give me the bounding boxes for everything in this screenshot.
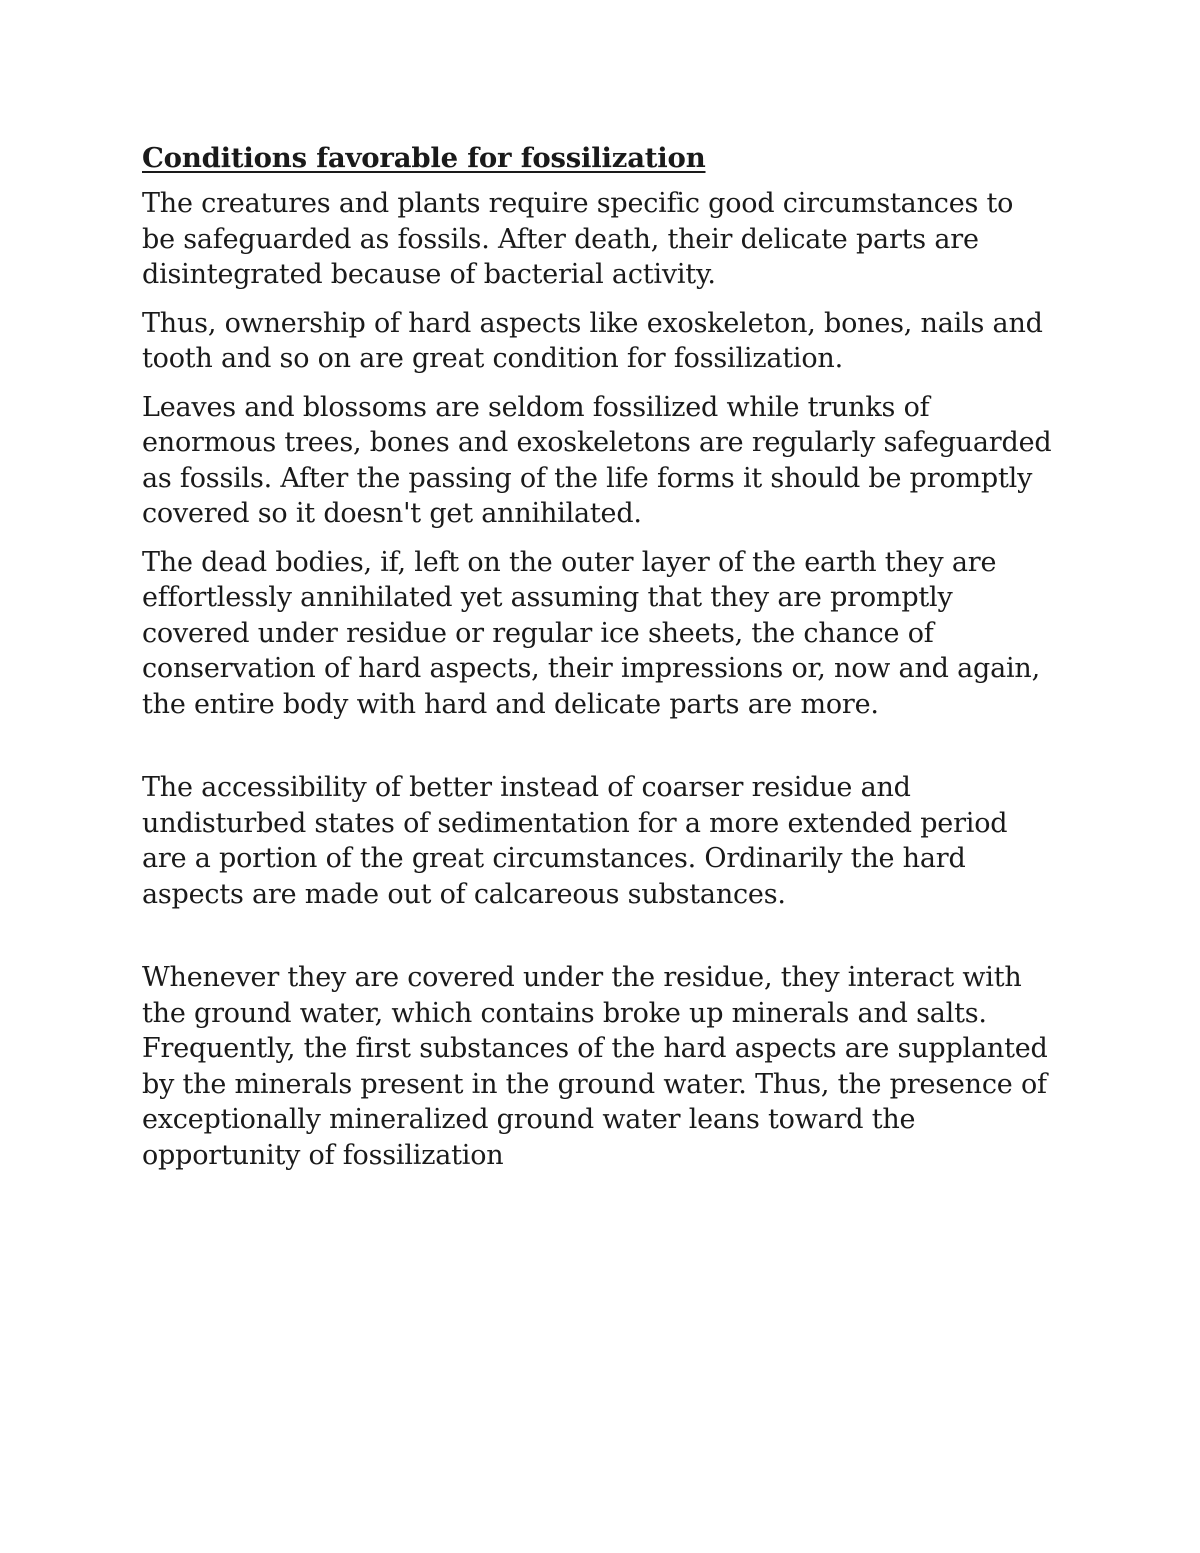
text-line: covered so it doesn't get annihilated. (142, 498, 642, 529)
text-line: Leaves and blossoms are seldom fossilized while trunks of (142, 391, 930, 423)
paragraph-4 (142, 545, 1072, 723)
text-line: disintegrated because of bacterial activity. (142, 259, 716, 290)
text-line: the ground water, which contains broke up minerals and salts. (142, 997, 987, 1029)
paragraph-3 (142, 390, 1072, 532)
text-line: tooth and so on are great condition for fossilization. (142, 343, 843, 374)
document-heading: Conditions favorable for fossilization (142, 142, 706, 174)
paragraph-6 (142, 960, 1072, 1173)
text-line: Thus, ownership of hard aspects like exoskeleton, bones, nails and (142, 307, 1043, 339)
text-line: opportunity of fossilization (142, 1139, 504, 1171)
paragraph-2 (142, 306, 1072, 377)
text-line: The dead bodies, if, left on the outer layer of the earth they are (142, 546, 997, 578)
text-line: Frequently, the first substances of the hard aspects are supplanted (142, 1033, 1048, 1064)
text-line: aspects are made out of calcareous substances. (142, 878, 786, 910)
text-line: are a portion of the great circumstances. Ordinarily the hard (142, 843, 966, 874)
document-body (142, 140, 1072, 1186)
text-line: be safeguarded as fossils. After death, their delicate parts are (142, 223, 979, 255)
text-line: exceptionally mineralized ground water leans toward the (142, 1104, 916, 1135)
text-line: undisturbed states of sedimentation for a more extended period (142, 807, 1008, 839)
paragraph-1 (142, 186, 1072, 293)
text-line: as fossils. After the passing of the life forms it should be promptly (142, 462, 1033, 494)
text-line: The creatures and plants require specific good circumstances to (142, 188, 1014, 219)
text-line: The accessibility of better instead of coarser residue and (142, 772, 911, 803)
text-line: enormous trees, bones and exoskeletons are regularly safeguarded (142, 427, 1052, 458)
text-line: conservation of hard aspects, their impressions or, now and again, (142, 653, 1040, 684)
paragraph-5 (142, 770, 1072, 912)
text-line: by the minerals present in the ground water. Thus, the presence of (142, 1068, 1047, 1100)
text-line: covered under residue or regular ice sheets, the chance of (142, 617, 934, 649)
text-line: effortlessly annihilated yet assuming that they are promptly (142, 582, 953, 613)
text-line: Whenever they are covered under the residue, they interact with (142, 962, 1022, 993)
text-line: the entire body with hard and delicate parts are more. (142, 688, 879, 720)
